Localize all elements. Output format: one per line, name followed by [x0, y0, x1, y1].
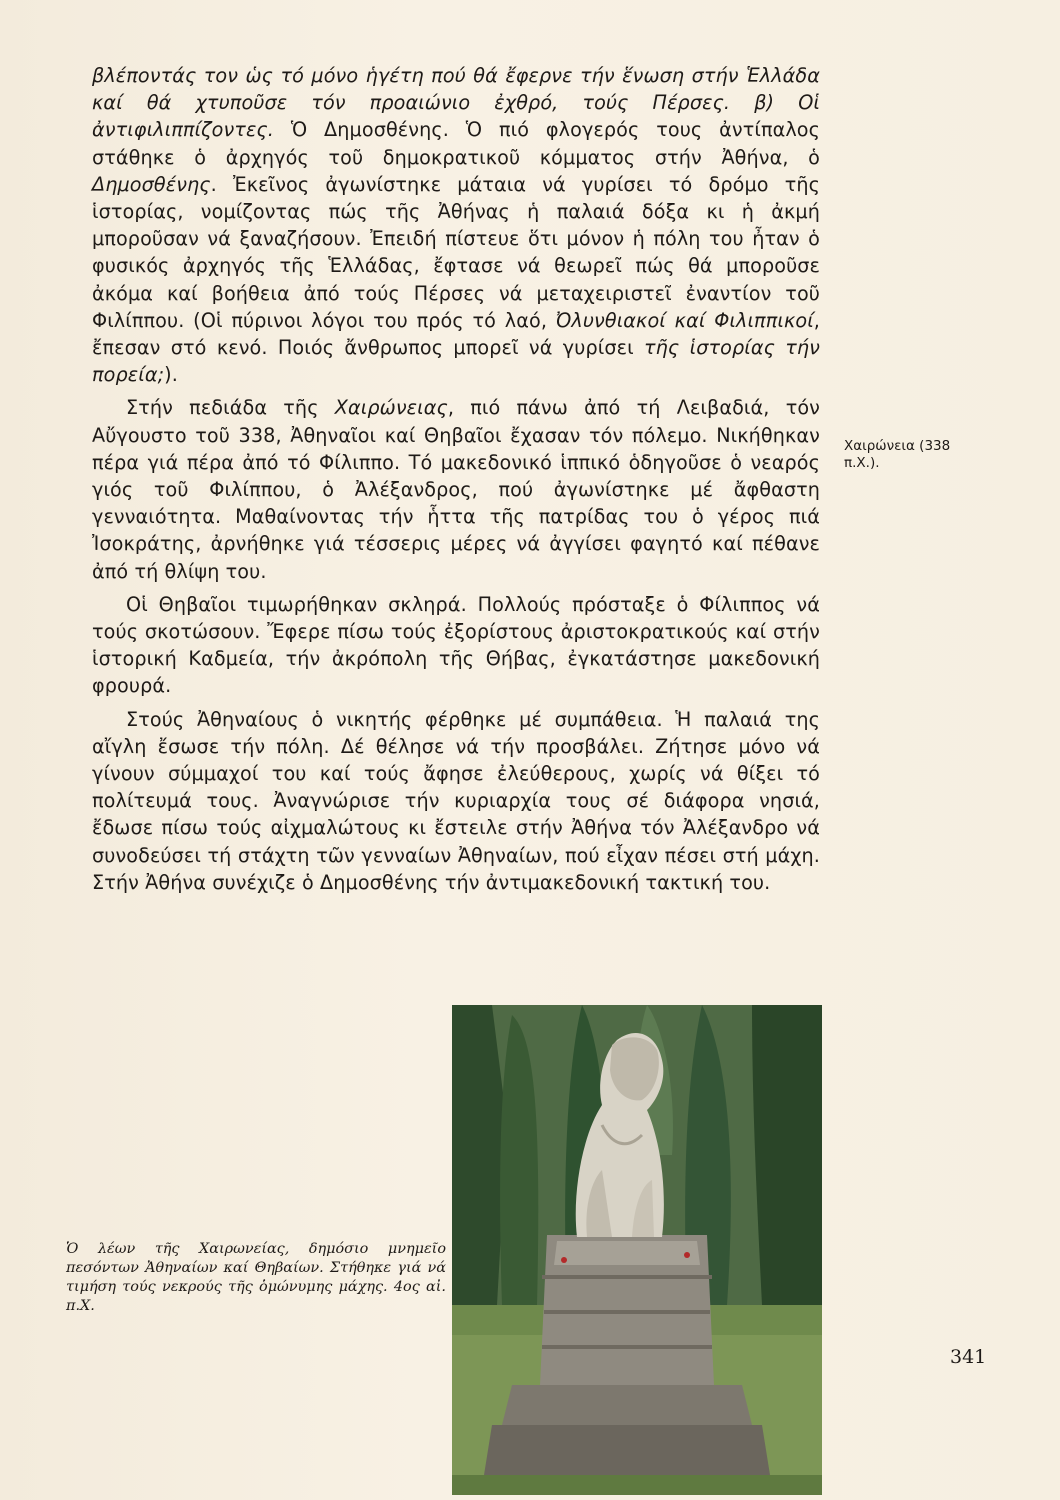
paragraph-3: Οἱ Θηβαῖοι τιμωρήθηκαν σκληρά. Πολλούς πρόσταξε ὁ Φίλιππος νά τούς σκοτώσουν. Ἔφερε πίσω τούς ἐξορίστους ἀριστοκρατικούς καί στήν ἱστορική Καδμεία, τήν ἀκρόπολη τῆς Θήβας, ἐγκατάστησε μακεδονική φρουρά.: [92, 592, 820, 698]
paragraph-1-end-italic: τῆς ἱστορίας τήν πορεία;: [92, 336, 820, 387]
paragraph-1-text-c: , ἔπεσαν στό κενό. Ποιός ἄνθρωπος μπορεῖ νά γυρίσει: [92, 308, 820, 360]
paragraph-2-place-italic: Χαιρώνειας: [334, 396, 448, 420]
paragraph-2: [92, 394, 820, 584]
lion-of-chaeronea-photo: [452, 1005, 822, 1495]
paragraph-2-rest: , πιό πάνω ἀπό τή Λειβαδιά, τόν Αὔγουστο τοῦ 338, Ἀθηναῖοι καί Θηβαῖοι ἔχασαν τόν πόλεμο. Νικήθηκαν πέρα γιά πέρα ἀπό τό Φίλιππο. Τό μακεδονικό ἱππικό ὁδηγοῦσε ὁ νεαρός γιός τοῦ Φιλίππου, ὁ Ἀλέξανδρος, πού ἀγωνίστηκε μέ ἄφθαστη γενναιότητα. Μαθαίνοντας τήν ἧττα τῆς πατρίδας του ὁ γέρος πιά Ἰσοκράτης, ἀρνήθηκε γιά τέσσερις μέρες νά ἀγγίσει φαγητό καί πέθανε ἀπό τή θλίψη του.: [92, 396, 821, 583]
page-number: 341: [950, 1346, 987, 1368]
paragraph-1: [92, 62, 820, 388]
photo-caption: Ὁ λέων τῆς Χαιρωνείας, δημόσιο μνημεῖο πεσόντων Ἀθηναίων καί Θηβαίων. Στήθηκε γιά νά τιμήση τούς νεκρούς τῆς ὁμώνυμης μάχης. 4ος αἰ. π.Χ.: [66, 1241, 446, 1314]
paragraph-1-speeches-italic: Ὀλυνθιακοί καί Φιλιππικοί: [555, 308, 814, 332]
paragraph-4: Στούς Ἀθηναίους ὁ νικητής φέρθηκε μέ συμπάθεια. Ἡ παλαιά της αἴγλη ἔσωσε τήν πόλη. Δέ θέλησε νά τήν προσβάλει. Ζήτησε μόνο νά γίνουν σύμμαχοί του καί τούς ἄφησε ἐλεύθερους, χωρίς νά θίξει τό πολίτευμά τους. Ἀναγνώρισε τήν κυριαρχία τους σέ διάφορα νησιά, ἔδωσε πίσω τούς αἰχμαλώτους κι ἔστειλε στήν Ἀθήνα τόν Ἀλέξανδρο νά συνοδεύσει τή στάχτη τῶν γενναίων Ἀθηναίων, πού εἶχαν πέσει στή μάχη. Στήν Ἀθήνα συνέχιζε ὁ Δημοσθένης τήν ἀντιμακεδονική τακτική του.: [92, 707, 820, 894]
paragraph-2-start: Στήν πεδιάδα τῆς: [126, 396, 335, 420]
paragraph-1-italic-opening: βλέποντάς τον ὡς τό μόνο ἡγέτη πού θά ἔφερνε τήν ἕνωση στήν Ἑλλάδα καί θά χτυποῦσε τόν προαιώνιο ἐχθρό, τούς Πέρσες. β) Οἱ ἀντιφιλιππίζοντες.: [92, 64, 820, 142]
paragraph-1-text-d: ).: [164, 363, 178, 387]
paragraph-1-text-a: Ὁ Δημοσθένης. Ὁ πιό φλογερός τους ἀντίπαλος στάθηκε ὁ ἀρχηγός τοῦ δημοκρατικοῦ κόμματος στήν Ἀθήνα, ὁ: [92, 118, 820, 169]
paragraph-1-text-b: . Ἐκεῖνος ἀγωνίστηκε μάταια νά γυρίσει τό δρόμο τῆς ἱστορίας, νομίζοντας πώς τῆς Ἀθήνας ἡ παλαιά δόξα κι ἡ ἀκμή μποροῦσαν νά ξαναζήσουν. Ἐπειδή πίστευε ὅτι μόνον ἡ πόλη του ἦταν ὁ φυσικός ἀρχηγός τῆς Ἑλλάδας, ἔφτασε νά θεωρεῖ πώς θά μποροῦσε ἀκόμα καί βοήθεια ἀπό τούς Πέρσες νά μεταχειριστεῖ ἐναντίον τοῦ Φιλίππου. (Οἱ πύρινοι λόγοι του πρός τό λαό,: [92, 172, 820, 332]
main-text: [92, 62, 820, 896]
photo-illustration: [452, 1005, 822, 1495]
paragraph-1-name-italic: Δημοσθένης: [92, 172, 211, 196]
margin-note: Χαιρώνεια (338 π.Χ.).: [844, 438, 951, 471]
